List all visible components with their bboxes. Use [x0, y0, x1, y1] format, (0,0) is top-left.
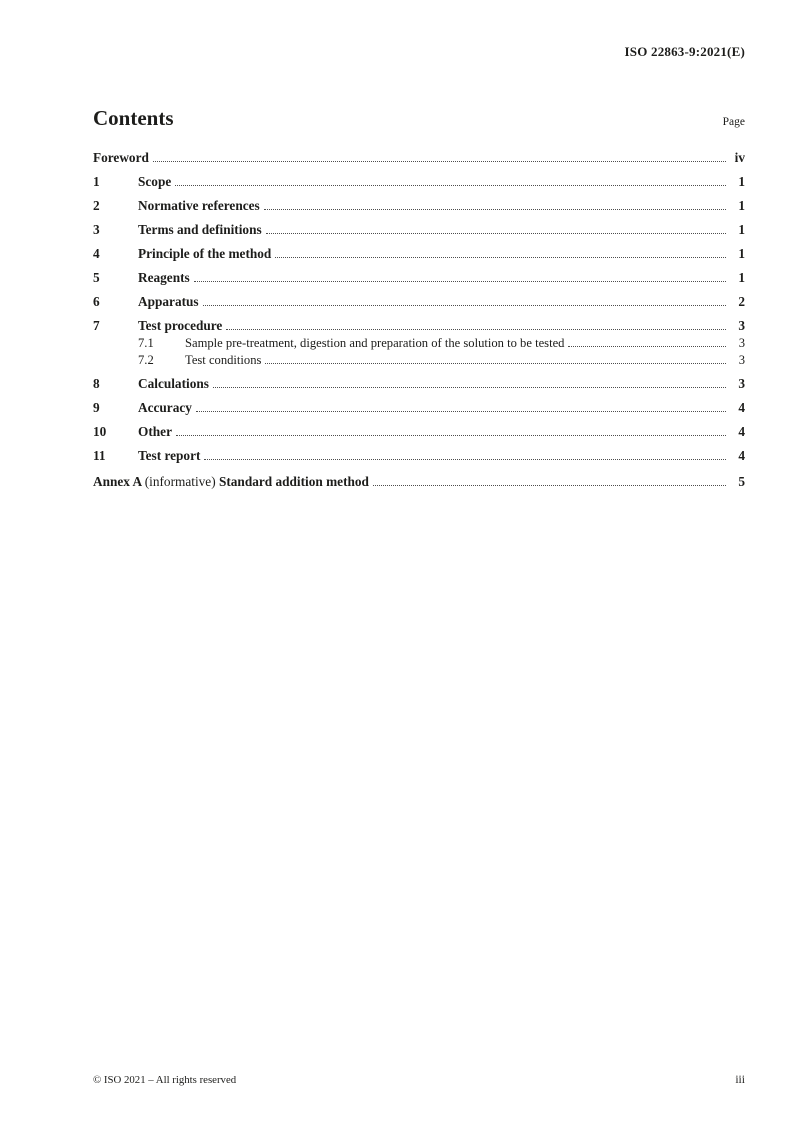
toc-entry-number: 1 [93, 174, 100, 189]
toc-entry-page: 4 [738, 400, 745, 415]
toc-entry-page: 1 [738, 246, 745, 261]
toc-entry-number: 7 [93, 318, 100, 333]
copyright-notice: © ISO 2021 – All rights reserved [93, 1074, 237, 1086]
dotted-leader [194, 281, 726, 282]
toc-entry-page: 3 [738, 376, 745, 391]
toc-entry-page: 2 [738, 294, 745, 309]
toc-entry-title: Reagents [138, 270, 190, 285]
toc-entry-page: 1 [738, 174, 745, 189]
toc-entry-title: Scope [138, 174, 172, 189]
toc-entry-title: Test conditions [185, 353, 262, 367]
dotted-leader [264, 209, 726, 210]
toc-entry [93, 425, 745, 439]
toc-entry-title: Test report [138, 448, 201, 463]
toc-entry-number: 6 [93, 294, 100, 309]
toc-entry-number: 9 [93, 400, 100, 415]
toc-entry-number: 2 [93, 198, 100, 213]
toc-entry [93, 271, 745, 285]
toc-entry-title: Terms and definitions [138, 222, 262, 237]
toc-entry-title: Apparatus [138, 294, 199, 309]
toc-entry-page: 1 [738, 198, 745, 213]
toc-entry [93, 336, 745, 350]
toc-entry-page: 3 [738, 318, 745, 333]
toc-entry [93, 449, 745, 463]
toc-entry-title: Calculations [138, 376, 209, 391]
toc-entry-page: 5 [738, 474, 745, 489]
toc-entry [93, 475, 745, 489]
document-reference: ISO 22863-9:2021(E) [624, 44, 745, 59]
dotted-leader [265, 363, 726, 364]
page-footer [93, 1073, 745, 1086]
toc-entry [93, 377, 745, 391]
toc-entry-number: 10 [93, 424, 107, 439]
dotted-leader [275, 257, 726, 258]
toc-entry-number: 7.2 [138, 353, 154, 367]
toc-list [93, 151, 745, 489]
dotted-leader [568, 346, 726, 347]
toc-entry [93, 151, 745, 165]
dotted-leader [196, 411, 726, 412]
toc-entry [93, 223, 745, 237]
page-title: Contents [93, 106, 174, 130]
toc-entry-title: Accuracy [138, 400, 192, 415]
toc-entry [93, 199, 745, 213]
dotted-leader [203, 305, 726, 306]
contents-header [93, 106, 745, 131]
toc-entry [93, 175, 745, 189]
toc-entry [93, 247, 745, 261]
toc-entry-page: iv [734, 150, 745, 165]
dotted-leader [373, 485, 726, 486]
dotted-leader [175, 185, 726, 186]
toc-entry-number: 4 [93, 246, 100, 261]
toc-entry-page: 3 [738, 353, 745, 367]
toc-entry-number: 11 [93, 448, 106, 463]
toc-entry-title: Other [138, 424, 172, 439]
toc-entry-number: 7.1 [138, 336, 154, 350]
toc-entry-title: Normative references [138, 198, 260, 213]
dotted-leader [266, 233, 726, 234]
toc-entry-page: 1 [738, 222, 745, 237]
toc-entry-title: Test procedure [138, 318, 223, 333]
toc-entry-page: 3 [738, 336, 745, 350]
dotted-leader [176, 435, 726, 436]
dotted-leader [213, 387, 726, 388]
dotted-leader [226, 329, 726, 330]
toc-entry-page: 1 [738, 270, 745, 285]
toc-entry-title: Principle of the method [138, 246, 272, 261]
toc-entry [93, 353, 745, 367]
toc-entry-title: Sample pre-treatment, digestion and preparation of the solution to be tested [185, 336, 565, 350]
dotted-leader [153, 161, 726, 162]
toc-entry-title: Foreword [93, 150, 149, 165]
toc-entry [93, 401, 745, 415]
page-column-label: Page [722, 116, 745, 128]
folio-page-number: iii [735, 1073, 745, 1086]
toc-entry-title: Annex A (informative) Standard addition method [93, 474, 369, 489]
toc-entry-page: 4 [738, 424, 745, 439]
toc-entry [93, 295, 745, 309]
toc-entry-number: 8 [93, 376, 100, 391]
toc-entry-page: 4 [738, 448, 745, 463]
toc-entry [93, 319, 745, 333]
dotted-leader [204, 459, 726, 460]
toc-entry-number: 3 [93, 222, 100, 237]
toc-entry-number: 5 [93, 270, 100, 285]
